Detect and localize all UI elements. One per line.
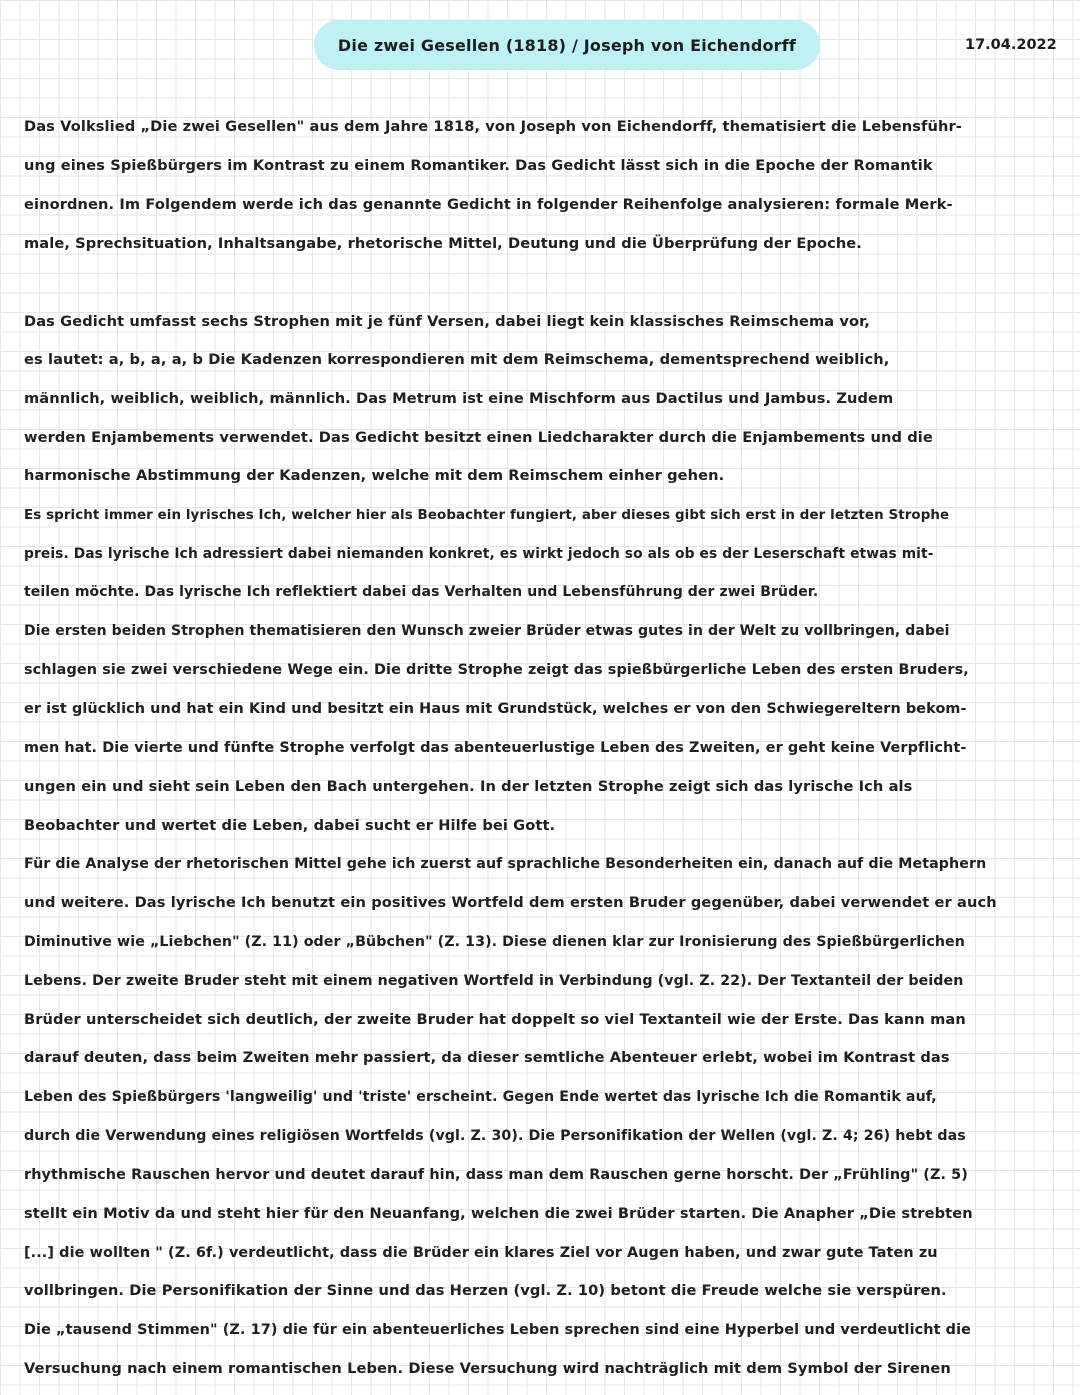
text-line: darauf deuten, dass beim Zweiten mehr passiert, da dieser semtliche Abenteuer erlebt, wobei im Kontrast das [24,1049,950,1066]
date: 17.04.2022 [965,37,1057,53]
text-line: schlagen sie zwei verschiedene Wege ein. Die dritte Strophe zeigt das spießbürgerliche Leben des ersten Bruders, [24,662,969,678]
text-line: Das Gedicht umfasst sechs Strophen mit je fünf Versen, dabei liegt kein klassisches Reimschema vor, [24,313,870,330]
text-line: und weitere. Das lyrische Ich benutzt ein positives Wortfeld dem ersten Bruder gegenüber, dabei verwendet er auch [24,894,997,911]
text-line: er ist glücklich und hat ein Kind und besitzt ein Haus mit Grundstück, welches er von den Schwiegereltern bekom- [24,701,967,717]
text-line: werden Enjambements verwendet. Das Gedicht besitzt einen Liedcharakter durch die Enjambements und die [24,429,933,446]
text-line: Es spricht immer ein lyrisches Ich, welcher hier als Beobachter fungiert, aber dieses gibt sich erst in der letzten Strophe [24,508,950,523]
text-line: teilen möchte. Das lyrische Ich reflektiert dabei das Verhalten und Lebensführung der zwei Brüder. [24,584,819,600]
text-line: [...] die wollten " (Z. 6f.) verdeutlicht, dass die Brüder ein klares Ziel vor Augen haben, und zwar gute Taten zu [24,1245,938,1261]
text-line: ungen ein und sieht sein Leben den Bach untergehen. In der letzten Strophe zeigt sich das lyrische Ich als [24,778,913,795]
text-line: männlich, weiblich, weiblich, männlich. Das Metrum ist eine Mischform aus Dactilus und Jambus. Zudem [24,390,894,407]
text-line: Die „tausend Stimmen" (Z. 17) die für ein abenteuerliches Leben sprechen sind eine Hyperbel und verdeutlicht die [24,1322,971,1338]
text-line: rhythmische Rauschen hervor und deutet darauf hin, dass man dem Rauschen gerne horscht. Der „Frühling" (Z. 5) [24,1167,968,1183]
text-line: einordnen. Im Folgendem werde ich das genannte Gedicht in folgender Reihenfolge analysieren: formale Merk- [24,196,953,213]
text-line: Brüder unterscheidet sich deutlich, der zweite Bruder hat doppelt so viel Textanteil wie der Erste. Das kann man [24,1011,966,1028]
text-line: Das Volkslied „Die zwei Gesellen" aus dem Jahre 1818, von Joseph von Eichendorff, thematisiert die Lebensführ- [24,118,962,135]
text-line: durch die Verwendung eines religiösen Wortfelds (vgl. Z. 30). Die Personifikation der Wellen (vgl. Z. 4; 26) hebt das [24,1128,966,1144]
text-line: ung eines Spießbürgers im Kontrast zu einem Romantiker. Das Gedicht lässt sich in die Epoche der Romantik [24,157,933,174]
text-line: Für die Analyse der rhetorischen Mittel gehe ich zuerst auf sprachliche Besonderheiten ein, danach auf die Metaphern [24,856,987,872]
text-line: Leben des Spießbürgers 'langweilig' und 'triste' erscheint. Gegen Ende wertet das lyrische Ich die Romantik auf, [24,1089,937,1105]
text-line: vollbringen. Die Personifikation der Sinne und das Herzen (vgl. Z. 10) betont die Freude welche sie verspüren. [24,1282,947,1299]
text-line: men hat. Die vierte und fünfte Strophe verfolgt das abenteuerlustige Leben des Zweiten, er geht keine Verpflicht- [24,740,967,756]
text-line: Diminutive wie „Liebchen" (Z. 11) oder „Bübchen" (Z. 13). Diese dienen klar zur Ironisierung des Spießbürgerlichen [24,934,965,950]
text-line: preis. Das lyrische Ich adressiert dabei niemanden konkret, es wirkt jedoch so als ob es der Leserschaft etwas mit- [24,546,934,562]
text-line: male, Sprechsituation, Inhaltsangabe, rhetorische Mittel, Deutung und die Überprüfung der Epoche. [24,235,862,252]
text-line: es lautet: a, b, a, a, b Die Kadenzen korrespondieren mit dem Reimschema, dementsprechend weiblich, [24,351,890,368]
text-line: Die ersten beiden Strophen thematisieren den Wunsch zweier Brüder etwas gutes in der Welt zu vollbringen, dabei [24,623,950,639]
text-line: Beobachter und wertet die Leben, dabei sucht er Hilfe bei Gott. [24,817,556,834]
text-line: harmonische Abstimmung der Kadenzen, welche mit dem Reimschem einher gehen. [24,467,725,484]
text-line: stellt ein Motiv da und steht hier für den Neuanfang, welchen die zwei Brüder starten. Die Anapher „Die strebten [24,1205,973,1222]
text-line: Versuchung nach einem romantischen Leben. Diese Versuchung wird nachträglich mit dem Symbol der Sirenen [24,1360,951,1377]
text-line: Lebens. Der zweite Bruder steht mit einem negativen Wortfeld in Verbindung (vgl. Z. 22). Der Textanteil der beiden [24,973,964,989]
page-title: Die zwei Gesellen (1818) / Joseph von Eichendorff [337,35,797,55]
